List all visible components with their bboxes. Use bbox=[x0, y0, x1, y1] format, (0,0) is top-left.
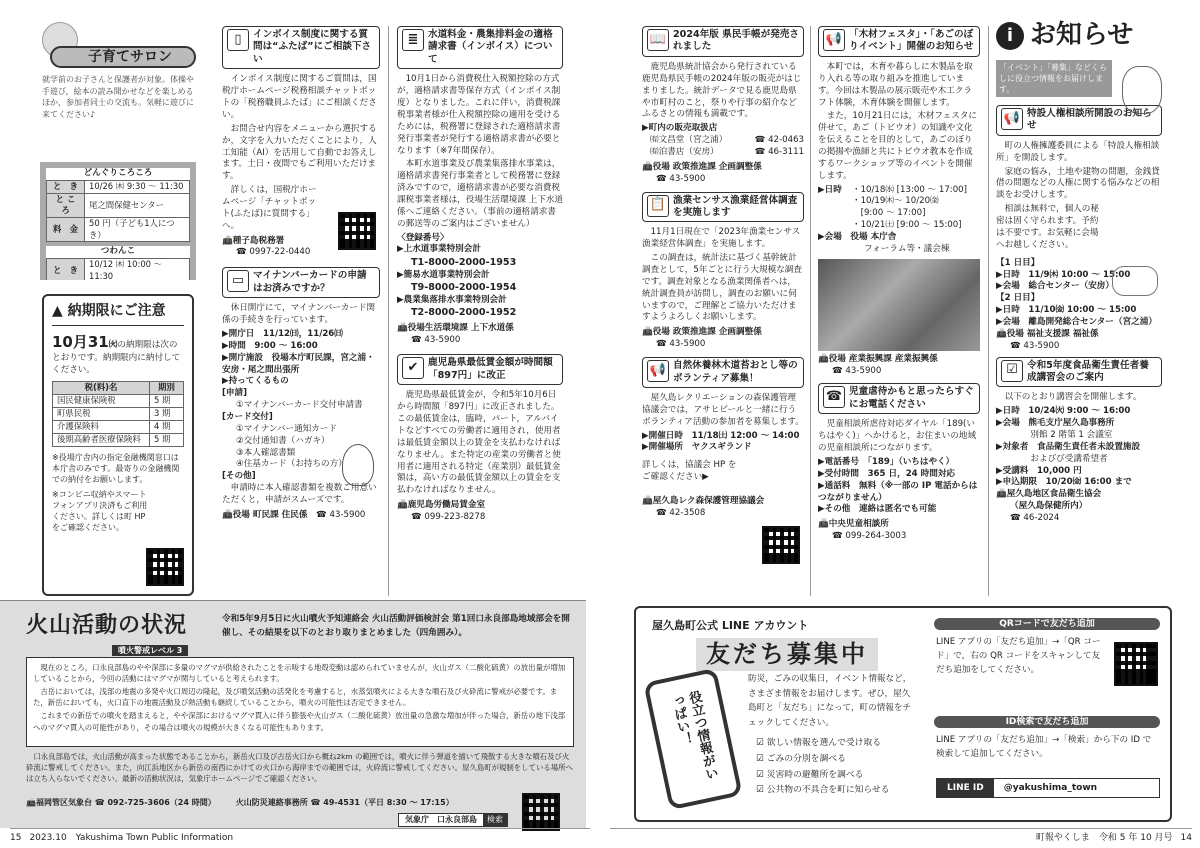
contact-dept: 📠役場 政策推進課 企画調整係 bbox=[642, 327, 762, 338]
salon-table: と き 10/26 ㈭ 9:30 ～ 11:30 と こ ろ 尾之間保健センター 料 金 50 円（子ども1人につき） bbox=[46, 180, 190, 242]
search-box[interactable]: 気象庁 口永良部島 検索 bbox=[398, 813, 508, 827]
qr-text: LINE アプリの「友だち追加」→「QR コード」で，右の QR コードをスキャンして友だち追加をしてください。 bbox=[936, 637, 1101, 675]
contact-tel: ☎ 42-3508 bbox=[656, 507, 706, 518]
info-line: 〈登録番号〉 bbox=[397, 232, 449, 243]
check-item: ☑ 災害時の避難所を調べる bbox=[756, 769, 864, 780]
date-block: ▶日時 ・10/18㈬ [13:00 ～ 17:00] ・10/19㈭～ 10/20㈮ [9:00 ～ 17:00] ・10/21㈯ [9:00 ～ 15:00] bbox=[818, 184, 967, 231]
clipboard-icon: 📋 bbox=[647, 195, 669, 217]
column-oshirase bbox=[996, 18, 1162, 598]
invoice-heading: ▯ インボイス制度に関する質問は“ふたば”にご相談下さい bbox=[222, 26, 380, 69]
list-item: ③本人確認書類 bbox=[236, 447, 296, 458]
people-illustration bbox=[1112, 266, 1158, 296]
note: ※役場庁舎内の指定金融機関窓口は本庁舎のみです。最寄りの金融機関での納付をお願いします。 bbox=[52, 452, 180, 484]
info-line: ▶開庁施設 役場本庁町民課，宮之浦・安房・尾之間出張所 bbox=[222, 352, 375, 375]
line-big: 友だち募集中 bbox=[696, 638, 878, 671]
footer-left: 15 2023.10 Yakushima Town Public Information bbox=[10, 828, 590, 848]
contact-dept: 📠役場 福祉支援課 福祉係 bbox=[996, 328, 1099, 339]
water-heading: ≣ 水道料金・農集排料金の適格請求書（インボイス）について bbox=[397, 26, 563, 69]
divider bbox=[388, 26, 389, 596]
column-invoice bbox=[222, 26, 380, 598]
search-button[interactable]: 検索 bbox=[483, 814, 507, 826]
contact-line: 📠役場 町民課 住民係 ☎ 43-5900 bbox=[222, 509, 366, 520]
contact-tel: ☎ 0997-22-0440 bbox=[236, 247, 311, 258]
qr-code[interactable] bbox=[338, 212, 376, 250]
shop-row: ㈲泊書店（安房） ☎ 46-3111 bbox=[650, 146, 804, 157]
contact-tel: ☎ 43-5900 bbox=[656, 339, 706, 350]
info-line: ▶受講料 10,000 円 bbox=[996, 465, 1082, 476]
info-icon: i bbox=[996, 22, 1024, 50]
contact-tel: ☎ 46-2024 bbox=[1010, 513, 1060, 524]
section-title: 子育てサロン bbox=[50, 46, 196, 68]
volcano-title: 火山活動の状況 bbox=[26, 613, 188, 638]
contact-tel: ☎ 43-5900 bbox=[1010, 340, 1060, 351]
info-line: 【1 日目】 bbox=[996, 257, 1040, 268]
reg-label: ▶上水道事業特別会計 bbox=[397, 244, 481, 255]
body-text: これまでの新岳での噴火を踏まえると，やや深部におけるマグマ貫入に伴う膨張や火山ガス（二酸化硫黄）放出量の急激な増加が伴った場合，新岳の地下浅部へのマグマ貫入の可能性があり，その場合は噴火の規模が大きくなる可能性もあります。 bbox=[33, 711, 566, 732]
intro-text: 就学前のお子さんと保護者が対象。体操や手遊び，絵本の読み聞かせなどを楽しめるほか，参加者同士の交流も。気軽に遊びに来てください♪ bbox=[42, 75, 194, 119]
megaphone-icon: 📢 bbox=[823, 29, 845, 51]
checklist-icon: ☑ bbox=[1001, 360, 1023, 382]
nouki-title: ▲ 納期限にご注意 bbox=[52, 302, 184, 326]
info-line: およびび受講希望者 bbox=[996, 453, 1108, 464]
info-line: ▶会場 熊毛支庁屋久島事務所 bbox=[996, 418, 1115, 429]
salon-table: と き 10/12 ㈭ 10:00 ～ 11:30 bbox=[46, 258, 190, 280]
volcano-source: 📠福岡管区気象台 ☎ 092-725-3606（24 時間） 火山防災連絡事務所 ☎ 49-4531（平日 8:30 ～ 17:15） bbox=[26, 798, 454, 807]
column-water bbox=[397, 26, 563, 598]
checkbox-icon: ☑ bbox=[756, 753, 767, 764]
contact-dept: 📠種子島税務署 bbox=[222, 235, 285, 246]
line-body: 防災，ごみの収集日，イベント情報など，さまざま情報をお届けします。ぜひ，屋久島町と「友だち」になって，町の情報をチェックしてください。 bbox=[748, 674, 912, 728]
wood-heading: 📢 「木材フェスタ」・「あごのぼりイベント」開催のお知らせ bbox=[818, 26, 980, 57]
abuse-heading: ☎ 児童虐待かもと思ったらすぐにお電話ください bbox=[818, 383, 980, 414]
line-head: 屋久島町公式 LINE アカウント bbox=[652, 619, 809, 632]
event-photo bbox=[818, 259, 980, 351]
checkbox-icon: ☑ bbox=[756, 769, 767, 780]
jinken-heading: 📢 特設人権相談所開設のお知らせ bbox=[996, 105, 1162, 136]
volcano-text-box bbox=[26, 657, 574, 747]
list-item: ④住基カード（お持ちの方） bbox=[236, 459, 347, 470]
warning-icon: ▲ bbox=[52, 303, 68, 319]
contact-dept: 📠役場生活環境課 上下水道係 bbox=[397, 322, 514, 333]
qr-title: QRコードで友だち追加 bbox=[934, 618, 1160, 630]
reg-label: ▶農業集落排水事業特別会計 bbox=[397, 294, 507, 305]
info-line: ▶開催場所 ヤクスギランド bbox=[642, 442, 752, 453]
info-line: ▶受付時間 365 日，24 時間対応 bbox=[818, 468, 956, 479]
body-text: 本町では，木育や暮らしに木製品を取り入れる等の取り組みを推進しています。今回は木製品の展示販売や木工クラフト体験，木育体験を開催します。 bbox=[818, 61, 973, 108]
line-qr-code[interactable] bbox=[1114, 642, 1158, 686]
check-list bbox=[756, 736, 916, 799]
info-line: 【2 日目】 bbox=[996, 293, 1040, 304]
info-line: ▶日時 11/10㈮ 10:00 ～ 15:00 bbox=[996, 305, 1137, 316]
body-text: 鹿児島県最低賃金が，令和5年10月6日から時間額「897円」に改正されました。この最低賃金は，臨時，パート，アルバイトなどすべての労働者に適用され，使用者は最低賃金額以上の賃金を支払わなければなりません。また特定の産業の労働者と使用者に適用される特定（産業別）最低賃金額は，高い方の最低賃金額以上の賃金を支払わなければなりません。 bbox=[397, 390, 561, 496]
rabbit-illustration bbox=[342, 444, 374, 486]
book-icon: 📖 bbox=[647, 29, 669, 51]
body-text: 家庭の悩み，土地や建物の問題，金銭貸借の問題などの人権に関する悩みなどの相談をお受けします。 bbox=[996, 166, 1160, 201]
body-text: 相談は無料で，個人の秘密は固く守られます。予約は不要です。お気軽に会場へお越しください。 bbox=[996, 204, 1099, 250]
reg-number: T9-8000-2000-1954 bbox=[411, 282, 517, 294]
info-line: ▶申込期限 10/20㈮ 16:00 まで bbox=[996, 477, 1132, 488]
volcano-section bbox=[0, 600, 586, 828]
body-text: 申請時に本人確認書類を複数ご用意いただくと，申請がスムーズです。 bbox=[222, 483, 377, 505]
body-text: お問合せ内容をメニューから選択するか，文字を入力いただくことにより，人工知能（AI）を活用して自動でお答えします。土日・夜間でもご利用いただけます。 bbox=[222, 123, 377, 182]
contact-dept: 📠役場 政策推進課 企画調整係 bbox=[642, 161, 762, 172]
column-techou bbox=[642, 26, 804, 598]
contact-tel: ☎ 099-223-8278 bbox=[411, 511, 486, 522]
nouki-text: 10月31㈫の納期限は次のとおりです。納期限内に納付してください。 bbox=[52, 333, 181, 375]
contact-dept: 📠屋久島レク森保護管理協議会 bbox=[642, 496, 765, 507]
contact-tel: ☎ 43-5900 bbox=[656, 173, 706, 184]
techou-heading: 📖 2024年版 県民手帳が発売されました bbox=[642, 26, 804, 57]
contact-tel: ☎ 43-5900 bbox=[411, 334, 461, 345]
reg-label: ▶簡易水道事業特別会計 bbox=[397, 269, 490, 280]
nouki-table: 税(料)名 期別 国民健康保険税 5 期 町県民税 3 期 介護保険料 4 期 後期高齢者医療保険料 5 期 bbox=[52, 381, 184, 447]
line-section bbox=[634, 606, 1172, 822]
mynumber-heading: ▭ マイナンバーカードの申請はお済みですか？ bbox=[222, 267, 380, 298]
body-text: また，10月21日には，木材フェスタに併せて，あご（トビウオ）の知識や文化を伝えることを目的として，あごのぼりの掲揚や漁師と共にトビウオ教本を作成するワークショップ等のイベントを開催します。 bbox=[818, 111, 977, 181]
info-line: ▶電話番号 「189」（いちはやく） bbox=[818, 456, 955, 467]
phone-illustration: 役立つ情報がいっぱい！ bbox=[643, 668, 742, 811]
info-line: ▶町内の販売取扱店 bbox=[642, 123, 718, 134]
info-line: [申請] bbox=[222, 388, 248, 399]
divider bbox=[810, 26, 811, 596]
info-line: フォーラム等・議会棟 bbox=[864, 243, 950, 254]
body-text: 休日開庁にて，マイナンバーカード関係の手続きを行っています。 bbox=[222, 303, 376, 326]
census-heading: 📋 漁業センサス漁業経営体調査を実施します bbox=[642, 192, 804, 223]
body-text: 屋久島レクリエーションの森保護管理協議会では，アサヒビールと一緒に行うボランティア活動の参加者を募集します。 bbox=[642, 393, 804, 427]
line-id-box[interactable]: LINE ID @yakushima_town bbox=[936, 778, 1160, 798]
contact-dept: 📠屋久島地区食品衛生協会 bbox=[996, 489, 1102, 500]
body-text: インボイス制度に関するご質問は，国税庁ホームページ税務相談チャットボットの「税務職員ふたば」にご相談ください。 bbox=[222, 74, 377, 120]
column-wood bbox=[818, 26, 980, 598]
food-heading: ☑ 令和5年度食品衛生責任者養成講習会のご案内 bbox=[996, 357, 1162, 388]
list-item: ①マイナンバー通知カード bbox=[236, 423, 338, 434]
contact-dept: （屋久島保健所内） bbox=[1010, 501, 1088, 512]
info-line: ▶日時 10/24㈫ 9:00 ～ 16:00 bbox=[996, 406, 1131, 417]
check-icon: ✔ bbox=[402, 357, 424, 379]
qr-code[interactable] bbox=[146, 548, 184, 586]
salon-box bbox=[40, 162, 196, 280]
info-line: ▶対象者 食品衛生責任者未設置施設 bbox=[996, 441, 1141, 452]
id-title: ID検索で友だち追加 bbox=[934, 716, 1160, 728]
contact-tel: ☎ 099-264-3003 bbox=[832, 531, 907, 542]
contact-dept: 📠役場 産業振興課 産業振興係 bbox=[818, 353, 938, 364]
body-text: 詳しくは，国税庁ホームページ「チャットボット(ふたば)に質問する」へ。 bbox=[222, 185, 317, 231]
info-line: ▶会場 総合センター（安房） bbox=[996, 281, 1114, 292]
body-text: 古岳においては，浅部の地震の多発や火口周辺の隆起，及び噴気活動の活発化を考慮すると，水蒸気噴火による大きな噴石及び火砕流に警戒が必要です。また，新岳においても，火口直下の地震活動及び熱活動も継続していることから，噴火の可能性は否定できません。 bbox=[33, 687, 558, 708]
body-text: 町の人権擁護委員による「特設人権相談所」を開設します。 bbox=[996, 140, 1160, 163]
info-line: [カード交付] bbox=[222, 411, 273, 422]
list-item: ②交付通知書（ハガキ） bbox=[236, 435, 330, 446]
info-line: ▶会場 離島開発総合センター（宮之浦） bbox=[996, 316, 1157, 327]
oshirase-title: i お知らせ bbox=[996, 18, 1162, 54]
moss-heading: 📢 自然休養林木道苔おとし等のボランティア募集！ bbox=[642, 357, 804, 388]
reg-number: T2-8000-2000-1952 bbox=[411, 307, 517, 319]
body-text: 児童相談所虐待対応ダイヤル「189(いちはやく)」へかけると，お住まいの地域の児童相談所につながります。 bbox=[818, 419, 977, 454]
check-item: ☑ 欲しい情報を選んで受け取る bbox=[756, 738, 882, 748]
info-line: ▶その他 連絡は匿名でも可能 bbox=[818, 504, 937, 515]
note: ※コンビニ収納やスマートフォンアプリ決済もご利用ください。詳しくは町 HP をご確認ください。 bbox=[52, 489, 148, 532]
wage-heading: ✔ 鹿児島県最低賃金額が時間額「897円」に改正 bbox=[397, 354, 563, 385]
salon-name: どんぐりころころ bbox=[46, 168, 190, 180]
alert-level: 噴火警戒レベル 3 bbox=[112, 645, 188, 656]
phone-icon: ▯ bbox=[227, 29, 249, 51]
id-text: LINE アプリの「友だち追加」→「検索」から下の ID で検索して追加してください。 bbox=[936, 735, 1152, 759]
body-text: 10月1日から消費税仕入税額控除の方式が，適格請求書等保存方式（インボイス制度）となりました。これに伴い，消費税課税事業者様が仕入税額控除の適用を受けるためには，税務署に登録された適格請求書発行事業者が発行する適格請求書が必要となります（※7年間保存）。 bbox=[397, 74, 561, 156]
body-text: 11月1日現在で「2023年漁業センサス漁業経営体調査」を実施します。 bbox=[642, 227, 801, 250]
shop-row: ㈲文昌堂（宮之浦） ☎ 42-0463 bbox=[650, 135, 804, 146]
salon-name: つわんこ bbox=[46, 246, 190, 258]
qr-code[interactable] bbox=[762, 526, 800, 564]
info-line: [その他] bbox=[222, 471, 256, 482]
info-line: ▶会場 役場 本庁舎 bbox=[818, 231, 897, 242]
kosodate-section bbox=[40, 18, 196, 280]
reg-number: T1-8000-2000-1953 bbox=[411, 257, 517, 269]
nouki-section bbox=[42, 294, 194, 596]
volcano-headline: 令和5年9月5日に火山噴火予知連絡会 火山活動評価検討会 第1回口永良部島地域部会を開催し、その結果を以下のとおり取りまとめました（四角囲み）。 bbox=[222, 614, 570, 638]
info-line: ▶持ってくるもの bbox=[222, 376, 289, 387]
list-item: ①マイナンバーカード交付申請書 bbox=[236, 400, 363, 411]
info-line: ▶開庁日 11/12㈰，11/26㈰ bbox=[222, 328, 343, 339]
info-line: ▶日時 11/9㈭ 10:00 ～ 15:00 bbox=[996, 269, 1131, 280]
info-line: ▶時間 9:00 ～ 16:00 bbox=[222, 340, 318, 351]
checkbox-icon: ☑ bbox=[756, 738, 767, 748]
divider bbox=[988, 26, 989, 596]
megaphone-icon: 📢 bbox=[1001, 108, 1023, 130]
document-icon: ≣ bbox=[402, 29, 424, 51]
footer-right: 町報やくしま 令和 5 年 10 月号 14 bbox=[610, 828, 1192, 848]
check-item: ☑ ごみの分別を調べる bbox=[756, 753, 846, 764]
contact-dept: 📠鹿児島労働局賃金室 bbox=[397, 500, 486, 511]
oshirase-sub: 「イベント」「募集」などくらしに役立つ情報をお届けします。 bbox=[996, 60, 1112, 97]
body-text: 鹿児島県統計協会から発行されている鹿児島県民手帳の2024年版の販売がはじまりました。統計データで見る鹿児島県や市町村のこと，祭りや行事の紹介などふるさとの情報も満載です。 bbox=[642, 61, 802, 120]
body-text: 現在のところ，口永良部島のやや深部に多量のマグマが供給されたことを示唆する地殻変動は認められていませんが，火山ガス（二酸化硫黄）の放出量が増加していることから，今回の活動にはマグマが関与していると考えられます。 bbox=[33, 663, 566, 684]
contact-tel: ☎ 43-5900 bbox=[832, 365, 882, 376]
card-icon: ▭ bbox=[227, 270, 249, 292]
body-text: 詳しくは，協議会 HP をご確認ください▶ bbox=[642, 460, 737, 483]
contact-dept: 📠中央児童相談所 bbox=[818, 519, 889, 530]
checkbox-icon: ☑ bbox=[756, 785, 767, 796]
mascot-illustration bbox=[1122, 66, 1162, 114]
megaphone-icon: 📢 bbox=[647, 360, 669, 382]
info-line: ▶通話料 無料（※一部の IP 電話からはつながりません） bbox=[818, 480, 978, 503]
phone-icon: ☎ bbox=[823, 386, 845, 408]
body-text: この調査は，統計法に基づく基幹統計調査として，5年ごとに行う大規模な調査です。調査対象となる漁業関係者へは，統計調査員が訪問し，調査のお願いに伺いますので，ご理解とご協力いただけますようよろしくお願いします。 bbox=[642, 253, 802, 323]
info-line: 別館 2 階第 1 会議室 bbox=[996, 430, 1113, 441]
info-line: ▶開催日時 11/18㈯ 12:00 ～ 14:00 bbox=[642, 430, 800, 441]
check-item: ☑ 公共物の不具合を町に知らせる bbox=[756, 785, 890, 796]
volcano-warning: 口永良部島では，火山活動が高まった状態であることから，新岳火口及び古岳火口から概ね2km の範囲では，噴火に伴う弾道を描いて飛散する大きな噴石及び火砕流に警戒してください。また，向江浜地区から新岳の南西にかけての火口から海岸までの範囲では，火砕流に警戒してください。屋久島町が規制をしている場所へは立ち入らないでください。最新の活動状況は，気象庁ホームページでご確認ください。 bbox=[26, 752, 573, 784]
body-text: 以下のとおり講習会を開催します。 bbox=[1004, 392, 1142, 403]
qr-code[interactable] bbox=[522, 793, 560, 831]
body-text: 本町水道事業及び農業集落排水事業は，適格請求書発行事業者として税務署に登録済みですので，適格請求書が必要な消費税課税事業者様は，役場生活環境課 上下水道係へご連絡ください。（事前の適格請求書の郵送等のご案内はございません） bbox=[397, 159, 563, 229]
